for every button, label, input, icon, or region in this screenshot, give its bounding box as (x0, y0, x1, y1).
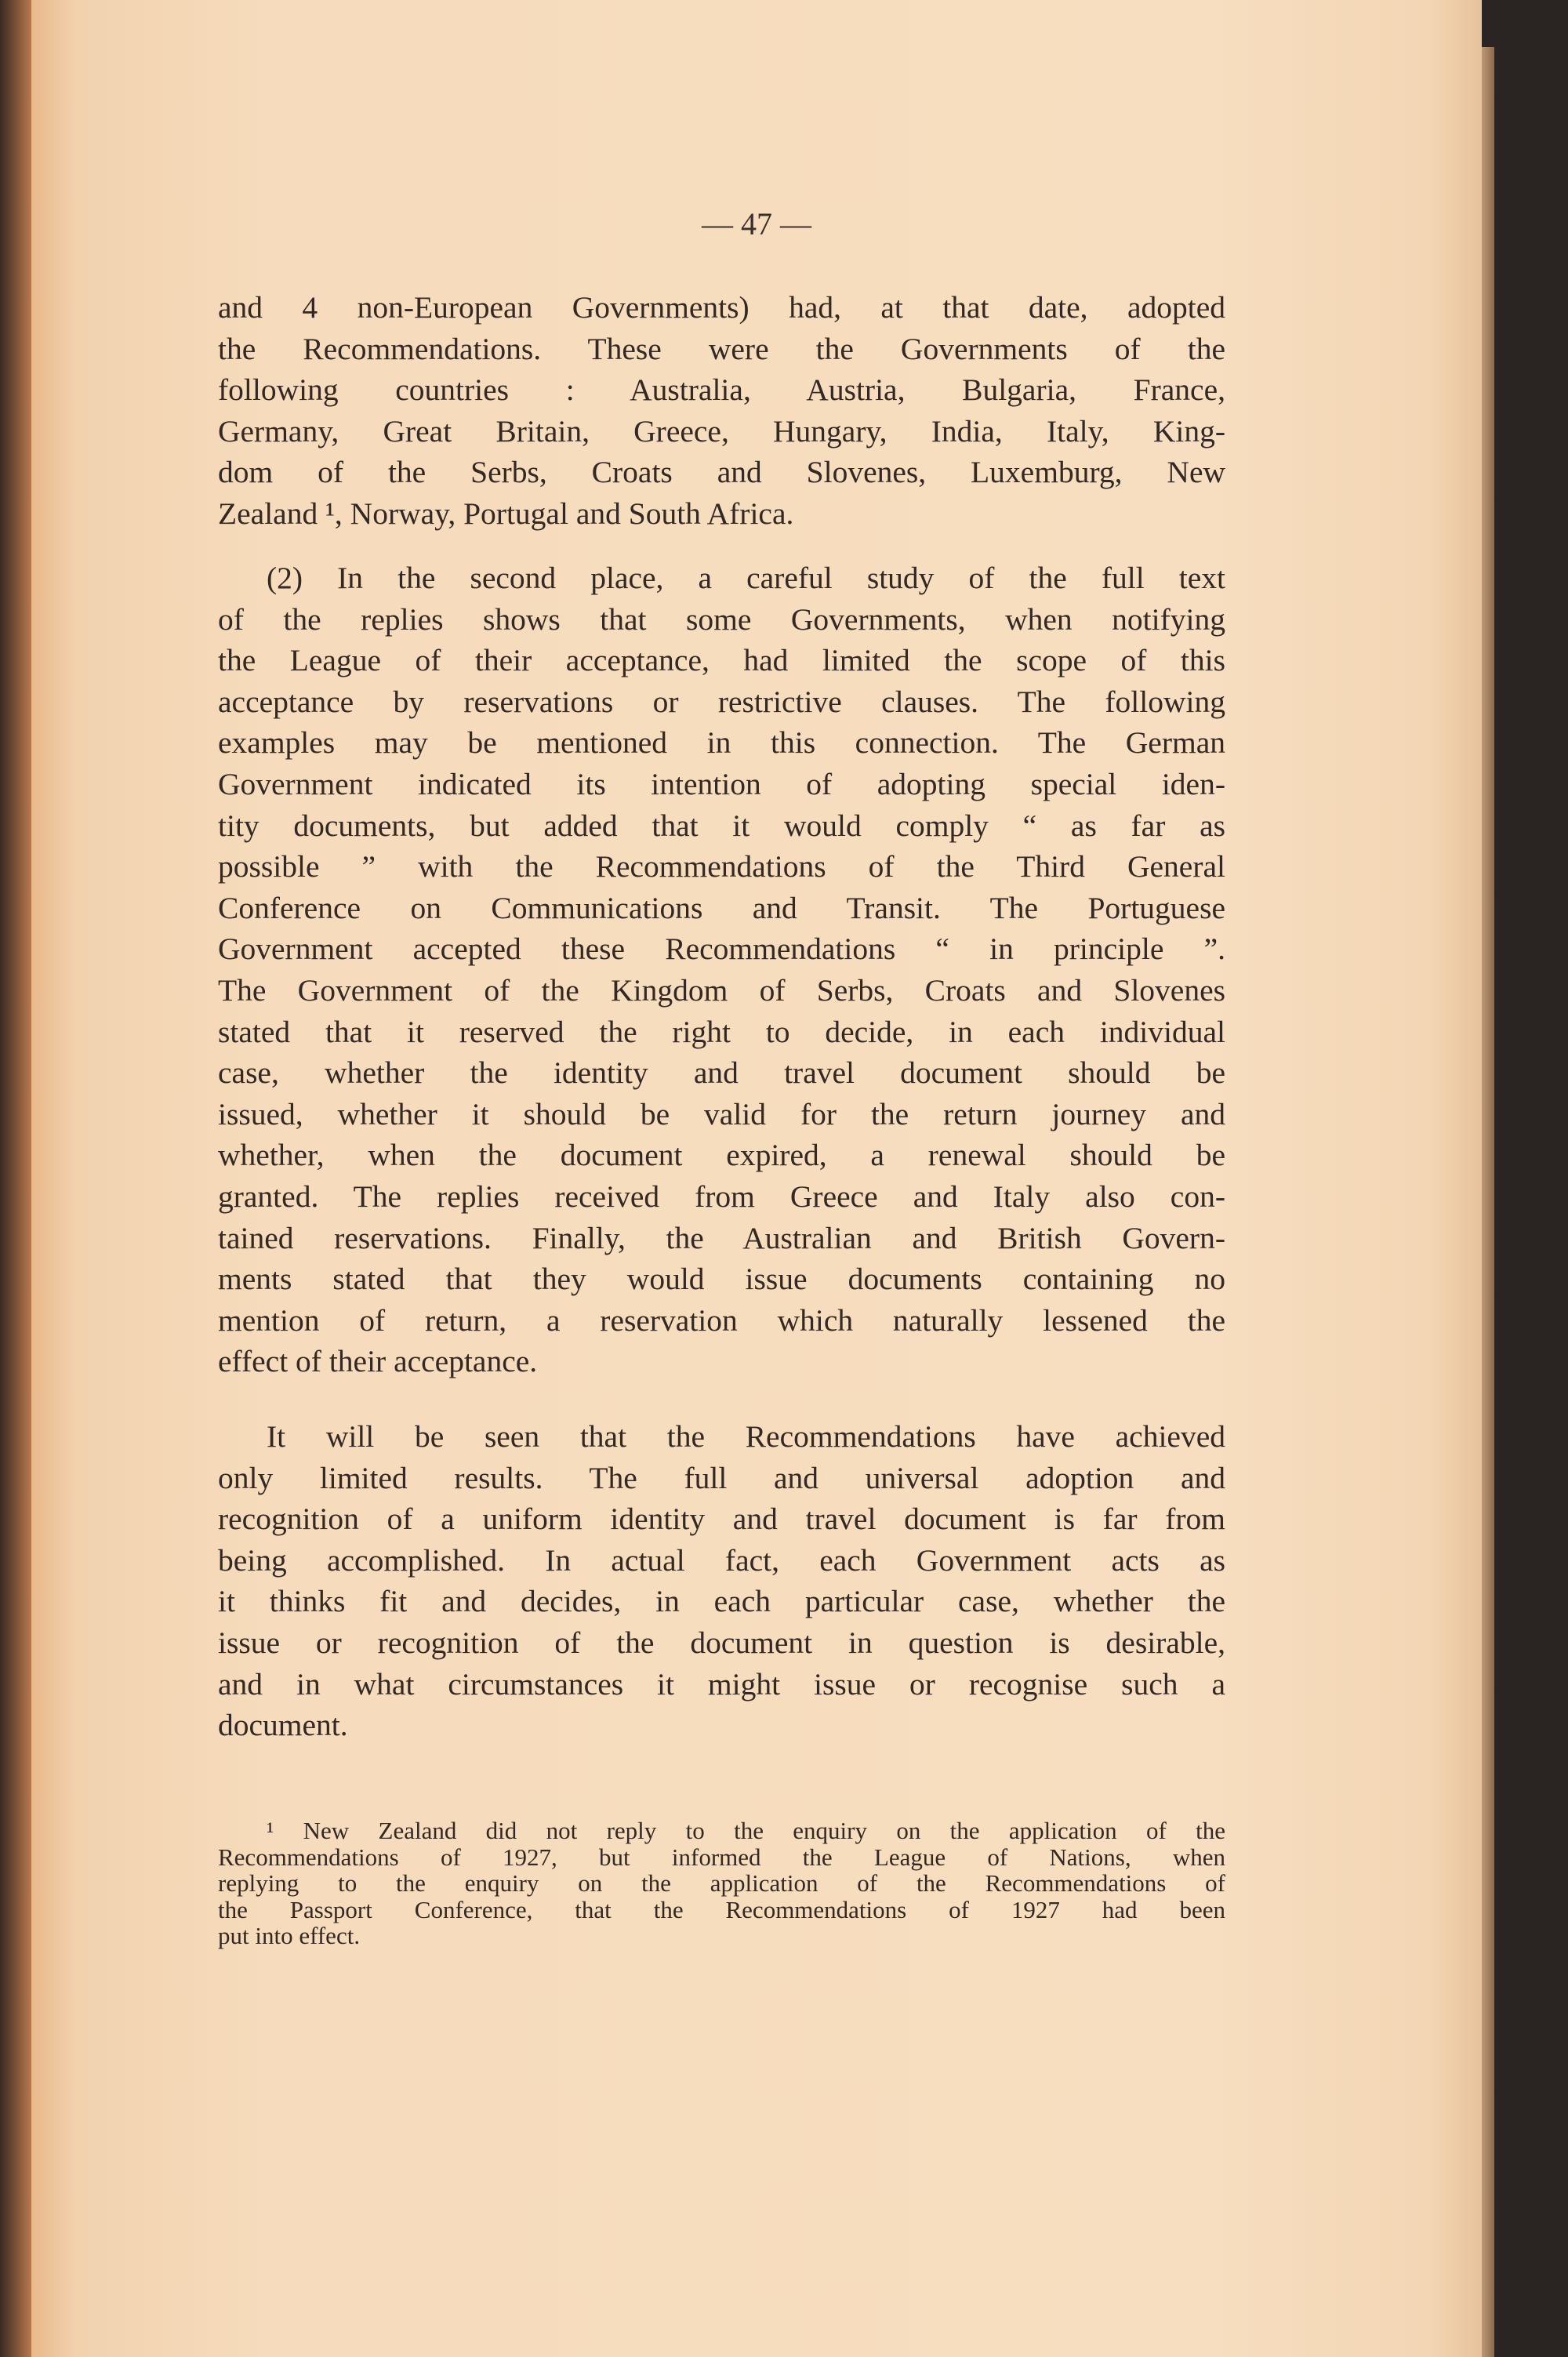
text-line: dom of the Serbs, Croats and Slovenes, Luxemburg, New (218, 455, 1225, 490)
paragraph-2 (218, 557, 1225, 1382)
text-line: granted. The replies received from Greece and Italy also con- (218, 1178, 1225, 1214)
text-line: put into effect. (218, 1922, 361, 1949)
text-line: document. (218, 1708, 348, 1743)
text-line: and 4 non-European Governments) had, at that date, adopted (218, 290, 1225, 325)
text-line: the Recommendations. These were the Governments of the (218, 331, 1225, 366)
text-line: whether, when the document expired, a renewal should be (218, 1138, 1225, 1173)
text-line: tained reservations. Finally, the Australian and British Govern- (218, 1220, 1225, 1255)
page-number: — 47 — (702, 206, 811, 242)
text-line: Zealand ¹, Norway, Portugal and South Africa. (218, 496, 794, 531)
text-line: only limited results. The full and universal adoption and (218, 1460, 1225, 1495)
text-line: issued, whether it should be valid for the return journey and (218, 1096, 1225, 1131)
text-line: acceptance by reservations or restrictive clauses. The following (218, 684, 1225, 719)
text-line: the Passport Conference, that the Recommendations of 1927 had been (218, 1895, 1225, 1923)
text-line: case, whether the identity and travel document should be (218, 1055, 1225, 1091)
text-line: stated that it reserved the right to decide, in each individual (218, 1014, 1225, 1049)
text-line: possible ” with the Recommendations of the Third General (218, 849, 1225, 884)
text-line: Government indicated its intention of adopting special iden- (218, 766, 1225, 801)
paragraph-1 (218, 287, 1225, 535)
text-line: following countries : Australia, Austria, Bulgaria, France, (218, 372, 1225, 408)
text-line: Germany, Great Britain, Greece, Hungary, India, Italy, King- (218, 413, 1225, 449)
document-page (31, 0, 1482, 2357)
footnote (218, 1818, 1225, 1949)
text-line: of the replies shows that some Governments, when notifying (218, 601, 1225, 637)
text-line: The Government of the Kingdom of Serbs, Croats and Slovenes (218, 972, 1225, 1008)
text-line: replying to the enquiry on the application of the Recommendations of (218, 1869, 1225, 1897)
text-line: Conference on Communications and Transit. The Portuguese (218, 890, 1225, 925)
text-line: It will be seen that the Recommendations have achieved (267, 1419, 1225, 1454)
text-line: examples may be mentioned in this connection. The German (218, 725, 1225, 761)
text-line: (2) In the second place, a careful study of the full text (267, 561, 1225, 595)
text-line: tity documents, but added that it would comply “ as far as (218, 808, 1225, 843)
text-line: recognition of a uniform identity and travel document is far from (218, 1502, 1225, 1537)
text-line: Government accepted these Recommendations “ in principle ”. (218, 932, 1225, 967)
text-line: the League of their acceptance, had limited the scope of this (218, 643, 1225, 678)
text-line: and in what circumstances it might issue or recognise such a (218, 1666, 1225, 1701)
text-line: being accomplished. In actual fact, each Government acts as (218, 1542, 1225, 1578)
text-line: it thinks fit and decides, in each particular case, whether the (218, 1584, 1225, 1619)
text-line: ¹ New Zealand did not reply to the enquiry on the application of the (267, 1817, 1225, 1844)
text-line: effect of their acceptance. (218, 1344, 538, 1379)
text-line: mention of return, a reservation which naturally lessened the (218, 1302, 1225, 1338)
text-line: Recommendations of 1927, but informed the League of Nations, when (218, 1843, 1225, 1871)
book-gutter (0, 0, 31, 2357)
text-line: issue or recognition of the document in question is desirable, (218, 1625, 1225, 1660)
paragraph-3 (218, 1416, 1225, 1746)
text-line: ments stated that they would issue documents containing no (218, 1262, 1225, 1297)
